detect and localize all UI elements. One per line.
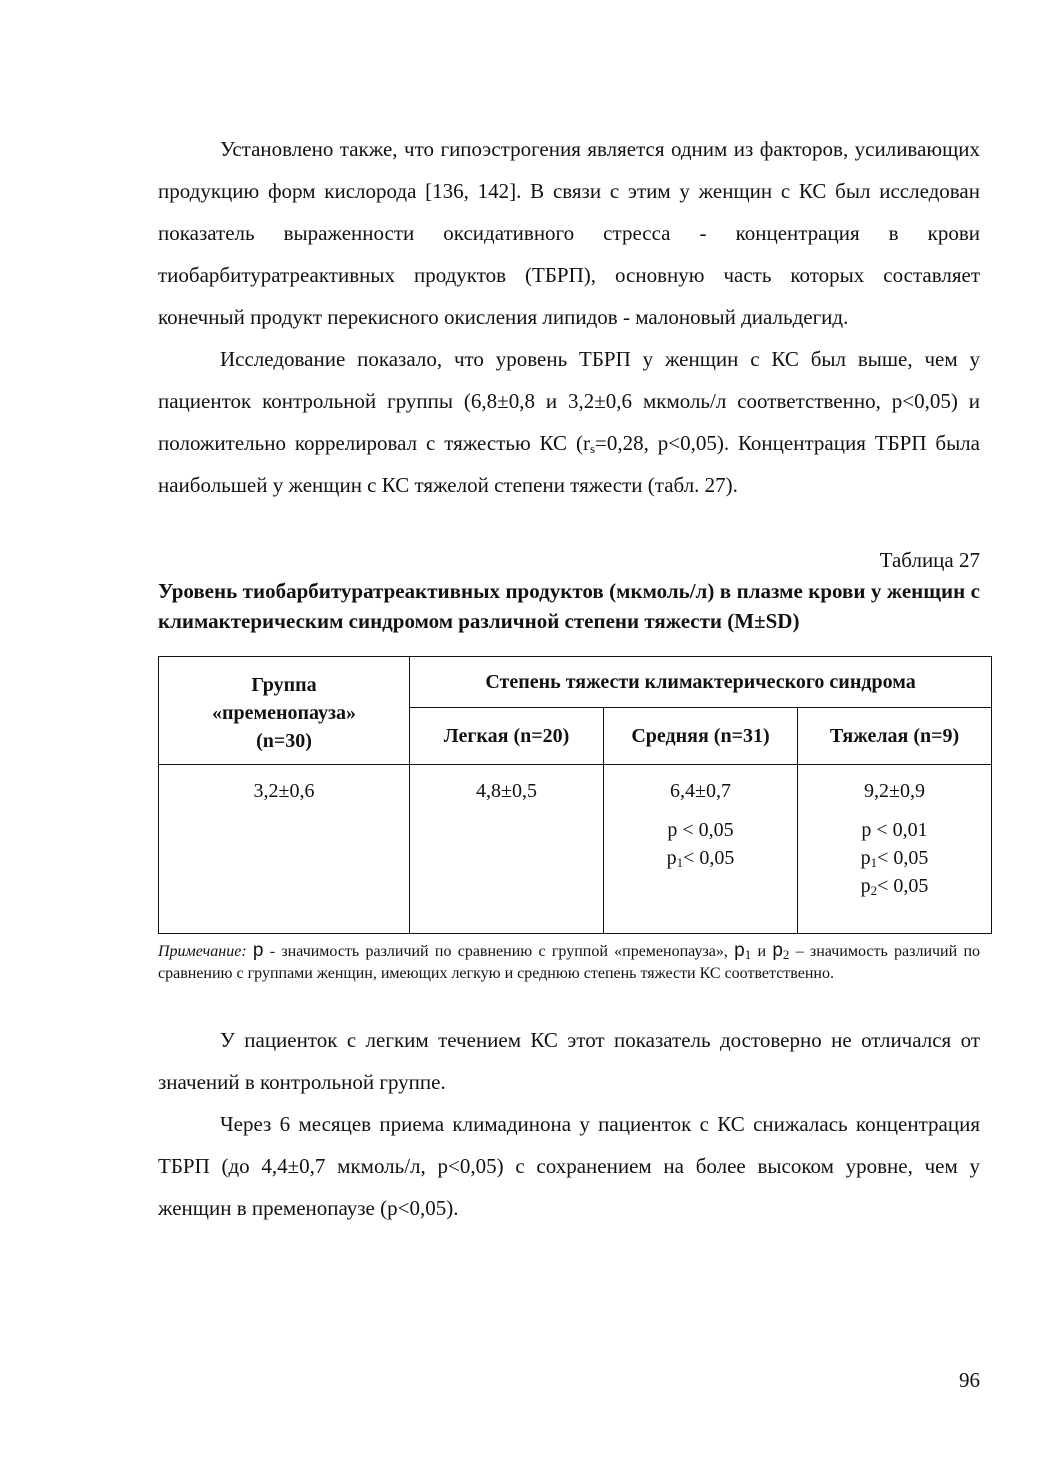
- note-text1: - значимость различий по сравнению с группой «пременопауза»,: [263, 943, 735, 960]
- p1-medium: [604, 844, 797, 872]
- p-medium: p < 0,05: [667, 819, 734, 841]
- cell-mild: [410, 765, 604, 934]
- header-mild: Легкая (n=20): [410, 708, 604, 765]
- paragraph-4: Через 6 месяцев приема климадинона у пациенток с КС снижалась концентрация ТБРП (до 4,4±0,7 мкмоль/л, p<0,05) с сохранением на более высоком уровне, чем у женщин в пременопаузе (p<0,05).: [158, 1112, 980, 1220]
- p2-severe-letter: p: [860, 875, 871, 897]
- results-table: [158, 656, 992, 934]
- p1-severe-rest: < 0,05: [877, 847, 929, 869]
- p-severe: p < 0,01: [861, 819, 928, 841]
- paragraph-2-subscript: s: [589, 441, 595, 456]
- cell-severe: [798, 765, 992, 934]
- note-p2-sub: 2: [782, 947, 790, 962]
- note-text2: – значимость различий по сравнению с группами женщин, имеющих легкую и среднюю степень тяжести КС соответственно.: [158, 943, 981, 982]
- p1-medium-rest: < 0,05: [683, 847, 735, 869]
- p2-severe: [798, 872, 991, 900]
- header-group-premenopause: [159, 657, 410, 765]
- p2-severe-rest: < 0,05: [877, 875, 929, 897]
- value-mild: 4,8±0,5: [476, 780, 537, 802]
- page-content: [158, 128, 980, 1229]
- p1-severe-letter: p: [860, 847, 871, 869]
- header-severity-span: Степень тяжести климактерического синдрома: [410, 657, 992, 708]
- paragraph-2-part1: Исследование показало, что уровень ТБРП у женщин с КС был выше, чем у пациенток контрольной группы (6,8±0,8 и 3,2±0,6 мкмоль/л соответственно, p<0,05) и положительно коррелировал с тяжестью КС (r: [158, 347, 980, 455]
- header-group-line3: (n=30): [256, 730, 312, 752]
- header-medium: Средняя (n=31): [604, 708, 798, 765]
- note-p1: р: [734, 940, 745, 961]
- paragraph-3: У пациенток с легким течением КС этот показатель достоверно не отличался от значений в контрольной группе.: [158, 1028, 980, 1094]
- header-group-line2: «пременопауза»: [211, 702, 357, 724]
- p1-medium-letter: p: [666, 847, 677, 869]
- paragraph-2-part2: =0,28, p<0,05). Концентрация ТБРП была наибольшей у женщин с КС тяжелой степени тяжести (табл. 27).: [158, 431, 980, 497]
- p1-medium-sub: 1: [676, 855, 684, 870]
- table-note: [158, 940, 980, 985]
- value-premenopause: 3,2±0,6: [253, 780, 315, 802]
- cell-medium: [604, 765, 798, 934]
- p1-severe-sub: 1: [870, 855, 878, 870]
- page-number: 96: [959, 1368, 980, 1392]
- header-severe: Тяжелая (n=9): [798, 708, 992, 765]
- p1-severe: [798, 844, 991, 872]
- table-row: [159, 765, 992, 934]
- cell-premenopause: [159, 765, 410, 934]
- note-p: р: [252, 940, 264, 961]
- note-and: и: [751, 943, 773, 960]
- paragraph-1: Установлено также, что гипоэстрогения является одним из факторов, усиливающих продукцию форм кислорода [136, 142]. В связи с этим у женщин с КС был исследован показатель выраженности оксидативного стресса - концентрация в крови тиобарбитуратреактивных продуктов (ТБРП), основную часть которых составляет конечный продукт перекисного окисления липидов - малоновый диальдегид.: [158, 137, 980, 329]
- note-p1-sub: 1: [744, 947, 752, 962]
- table-number: Таблица 27: [879, 548, 980, 572]
- value-severe: 9,2±0,9: [864, 780, 925, 802]
- note-p2: р: [772, 940, 783, 961]
- table-title: Уровень тиобарбитуратреактивных продуктов (мкмоль/л) в плазме крови у женщин с климактерическим синдромом различной степени тяжести (M±SD): [158, 579, 980, 633]
- value-medium: 6,4±0,7: [670, 780, 731, 802]
- p2-severe-sub: 2: [870, 883, 878, 898]
- paragraph-2: [158, 338, 980, 506]
- note-label: Примечание:: [158, 943, 247, 960]
- header-group-line1: Группа: [251, 674, 317, 696]
